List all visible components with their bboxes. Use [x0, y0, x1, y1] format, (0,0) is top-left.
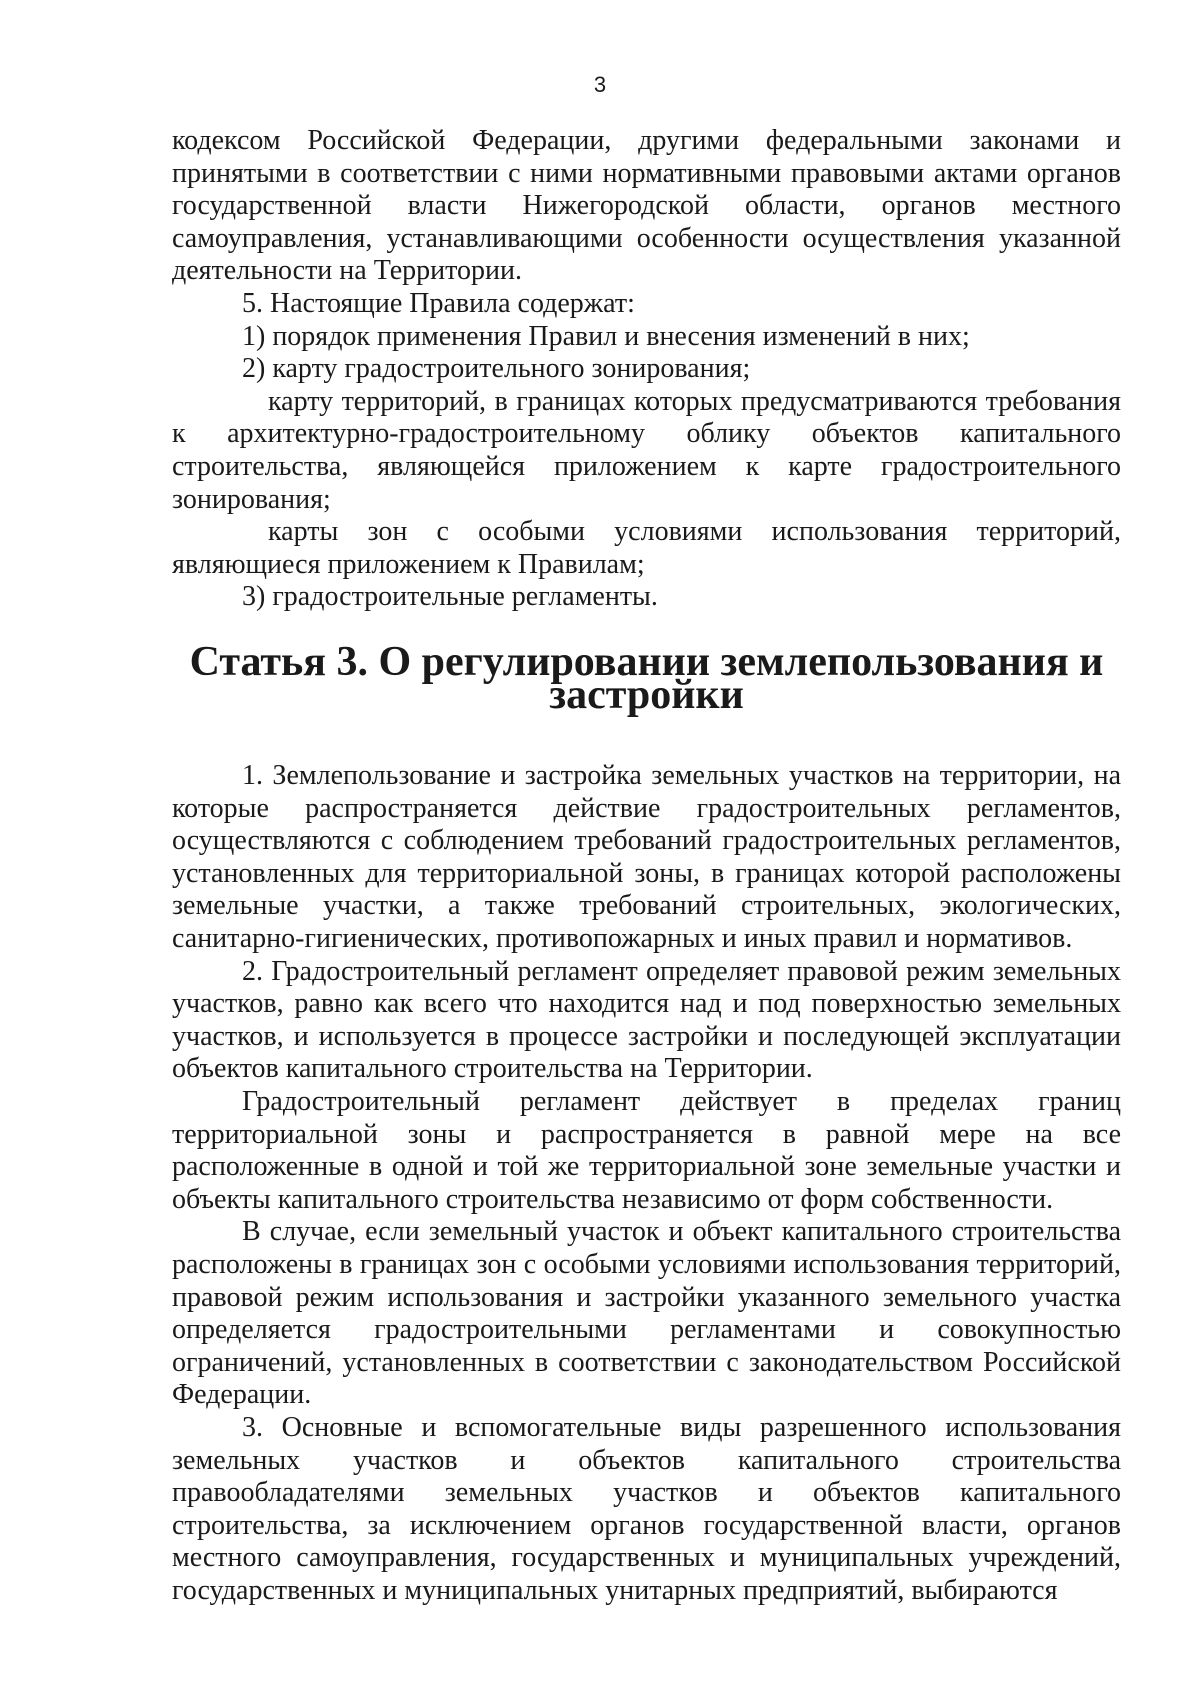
list-item-3: 3) градостроительные регламенты.: [242, 581, 658, 613]
paragraph-item-2: 2. Градостроительный регламент определяет правовой режим земельных участков, равно как всего что находится над и под поверхностью земельных участков, и используется в процессе застройки и последующей эксплуатации объектов капитального строительства на Территории.: [172, 955, 1121, 1085]
paragraph-special-zones: В случае, если земельный участок и объект капитального строительства расположены в границах зон с особыми условиями использования территорий, правовой режим использования и застройки указанного земельного участка определяется градостроительными регламентами и совокупностью ограничений, установленных в соответствии с законодательством Российской Федерации.: [172, 1216, 1121, 1411]
list-subitem-architectural-map: карту территорий, в границах которых предусматриваются требования к архитектурно-градостроительному облику объектов капитального строительства, являющейся приложением к карте градостроительного зонирования;: [172, 385, 1121, 515]
page-number: 3: [593, 72, 607, 97]
spacer: [172, 711, 1121, 760]
list-subitem-special-zones-maps: карты зон с особыми условиями использования территорий, являющиеся приложением к Правилам;: [172, 516, 1121, 580]
paragraph-item-5: 5. Настоящие Правила содержат:: [242, 287, 635, 319]
paragraph-item-1: 1. Землепользование и застройка земельных участков на территории, на которые распространяется действие градостроительных регламентов, осуществляются с соблюдением требований градостроительных регламентов, установленных для территориальной зоны, в границах которой расположены земельные участки, а также требований строительных, экологических, санитарно-гигиенических, противопожарных и иных правил и нормативов.: [172, 760, 1121, 955]
list-item-2: 2) карту градостроительного зонирования;: [242, 353, 751, 385]
paragraph-continuation: кодексом Российской Федерации, другими федеральными законами и принятыми в соответствии с ними нормативными правовыми актами органов государственной власти Нижегородской области, органов местного самоуправления, устанавливающими особенности осуществления указанной деятельности на Территории.: [172, 125, 1121, 287]
document-body: [172, 125, 1121, 1608]
article-heading: Статья 3. О регулировании землепользования и застройки: [189, 638, 1104, 718]
list-item-1: 1) порядок применения Правил и внесения изменений в них;: [242, 320, 970, 352]
paragraph-item-3: 3. Основные и вспомогательные виды разрешенного использования земельных участков и объектов капитального строительства правообладателями земельных участков и объектов капитального строительства, за исключением органов государственной власти, органов местного самоуправления, государственных и муниципальных учреждений, государственных и муниципальных унитарных предприятий, выбираются: [172, 1411, 1121, 1606]
paragraph-regulation-scope: Градостроительный регламент действует в пределах границ территориальной зоны и распространяется в равной мере на все расположенные в одной и той же территориальной зоне земельные участки и объекты капитального строительства независимо от форм собственности.: [172, 1086, 1121, 1215]
